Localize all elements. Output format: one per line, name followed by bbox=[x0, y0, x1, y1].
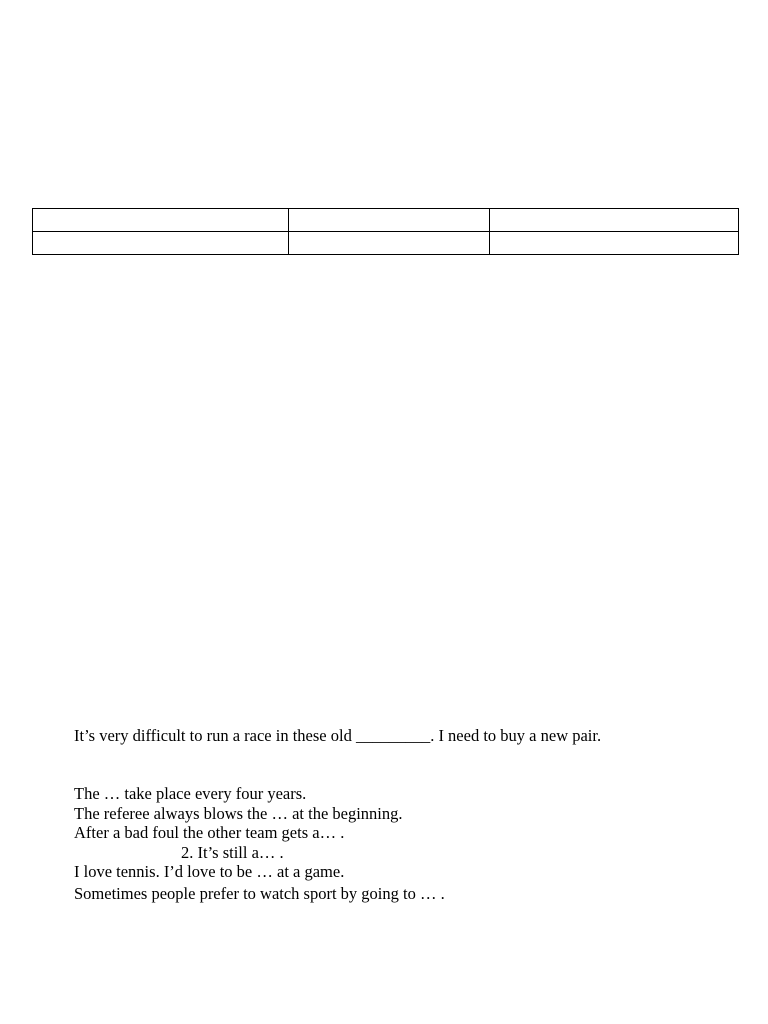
table-cell bbox=[490, 232, 739, 255]
exercise-sentence: The … take place every four years. bbox=[74, 784, 307, 803]
table-row bbox=[33, 209, 739, 232]
exercise-sentence: The referee always blows the … at the beginning. bbox=[74, 804, 403, 823]
table-cell bbox=[490, 209, 739, 232]
table-cell bbox=[33, 209, 289, 232]
example-sentence: It’s very difficult to run a race in these old _________. I need to buy a new pair. bbox=[74, 726, 602, 745]
table-cell bbox=[289, 232, 490, 255]
table-row bbox=[33, 232, 739, 255]
exercise-sentence: After a bad foul the other team gets a… . bbox=[74, 823, 345, 842]
exercise-sentence: 2. It’s still a… . bbox=[181, 843, 284, 862]
exercise-sentence: I love tennis. I’d love to be … at a game. bbox=[74, 862, 345, 881]
table-cell bbox=[289, 209, 490, 232]
table-cell bbox=[33, 232, 289, 255]
exercise-sentence: Sometimes people prefer to watch sport by going to … . bbox=[74, 884, 445, 903]
answer-table bbox=[32, 208, 739, 255]
